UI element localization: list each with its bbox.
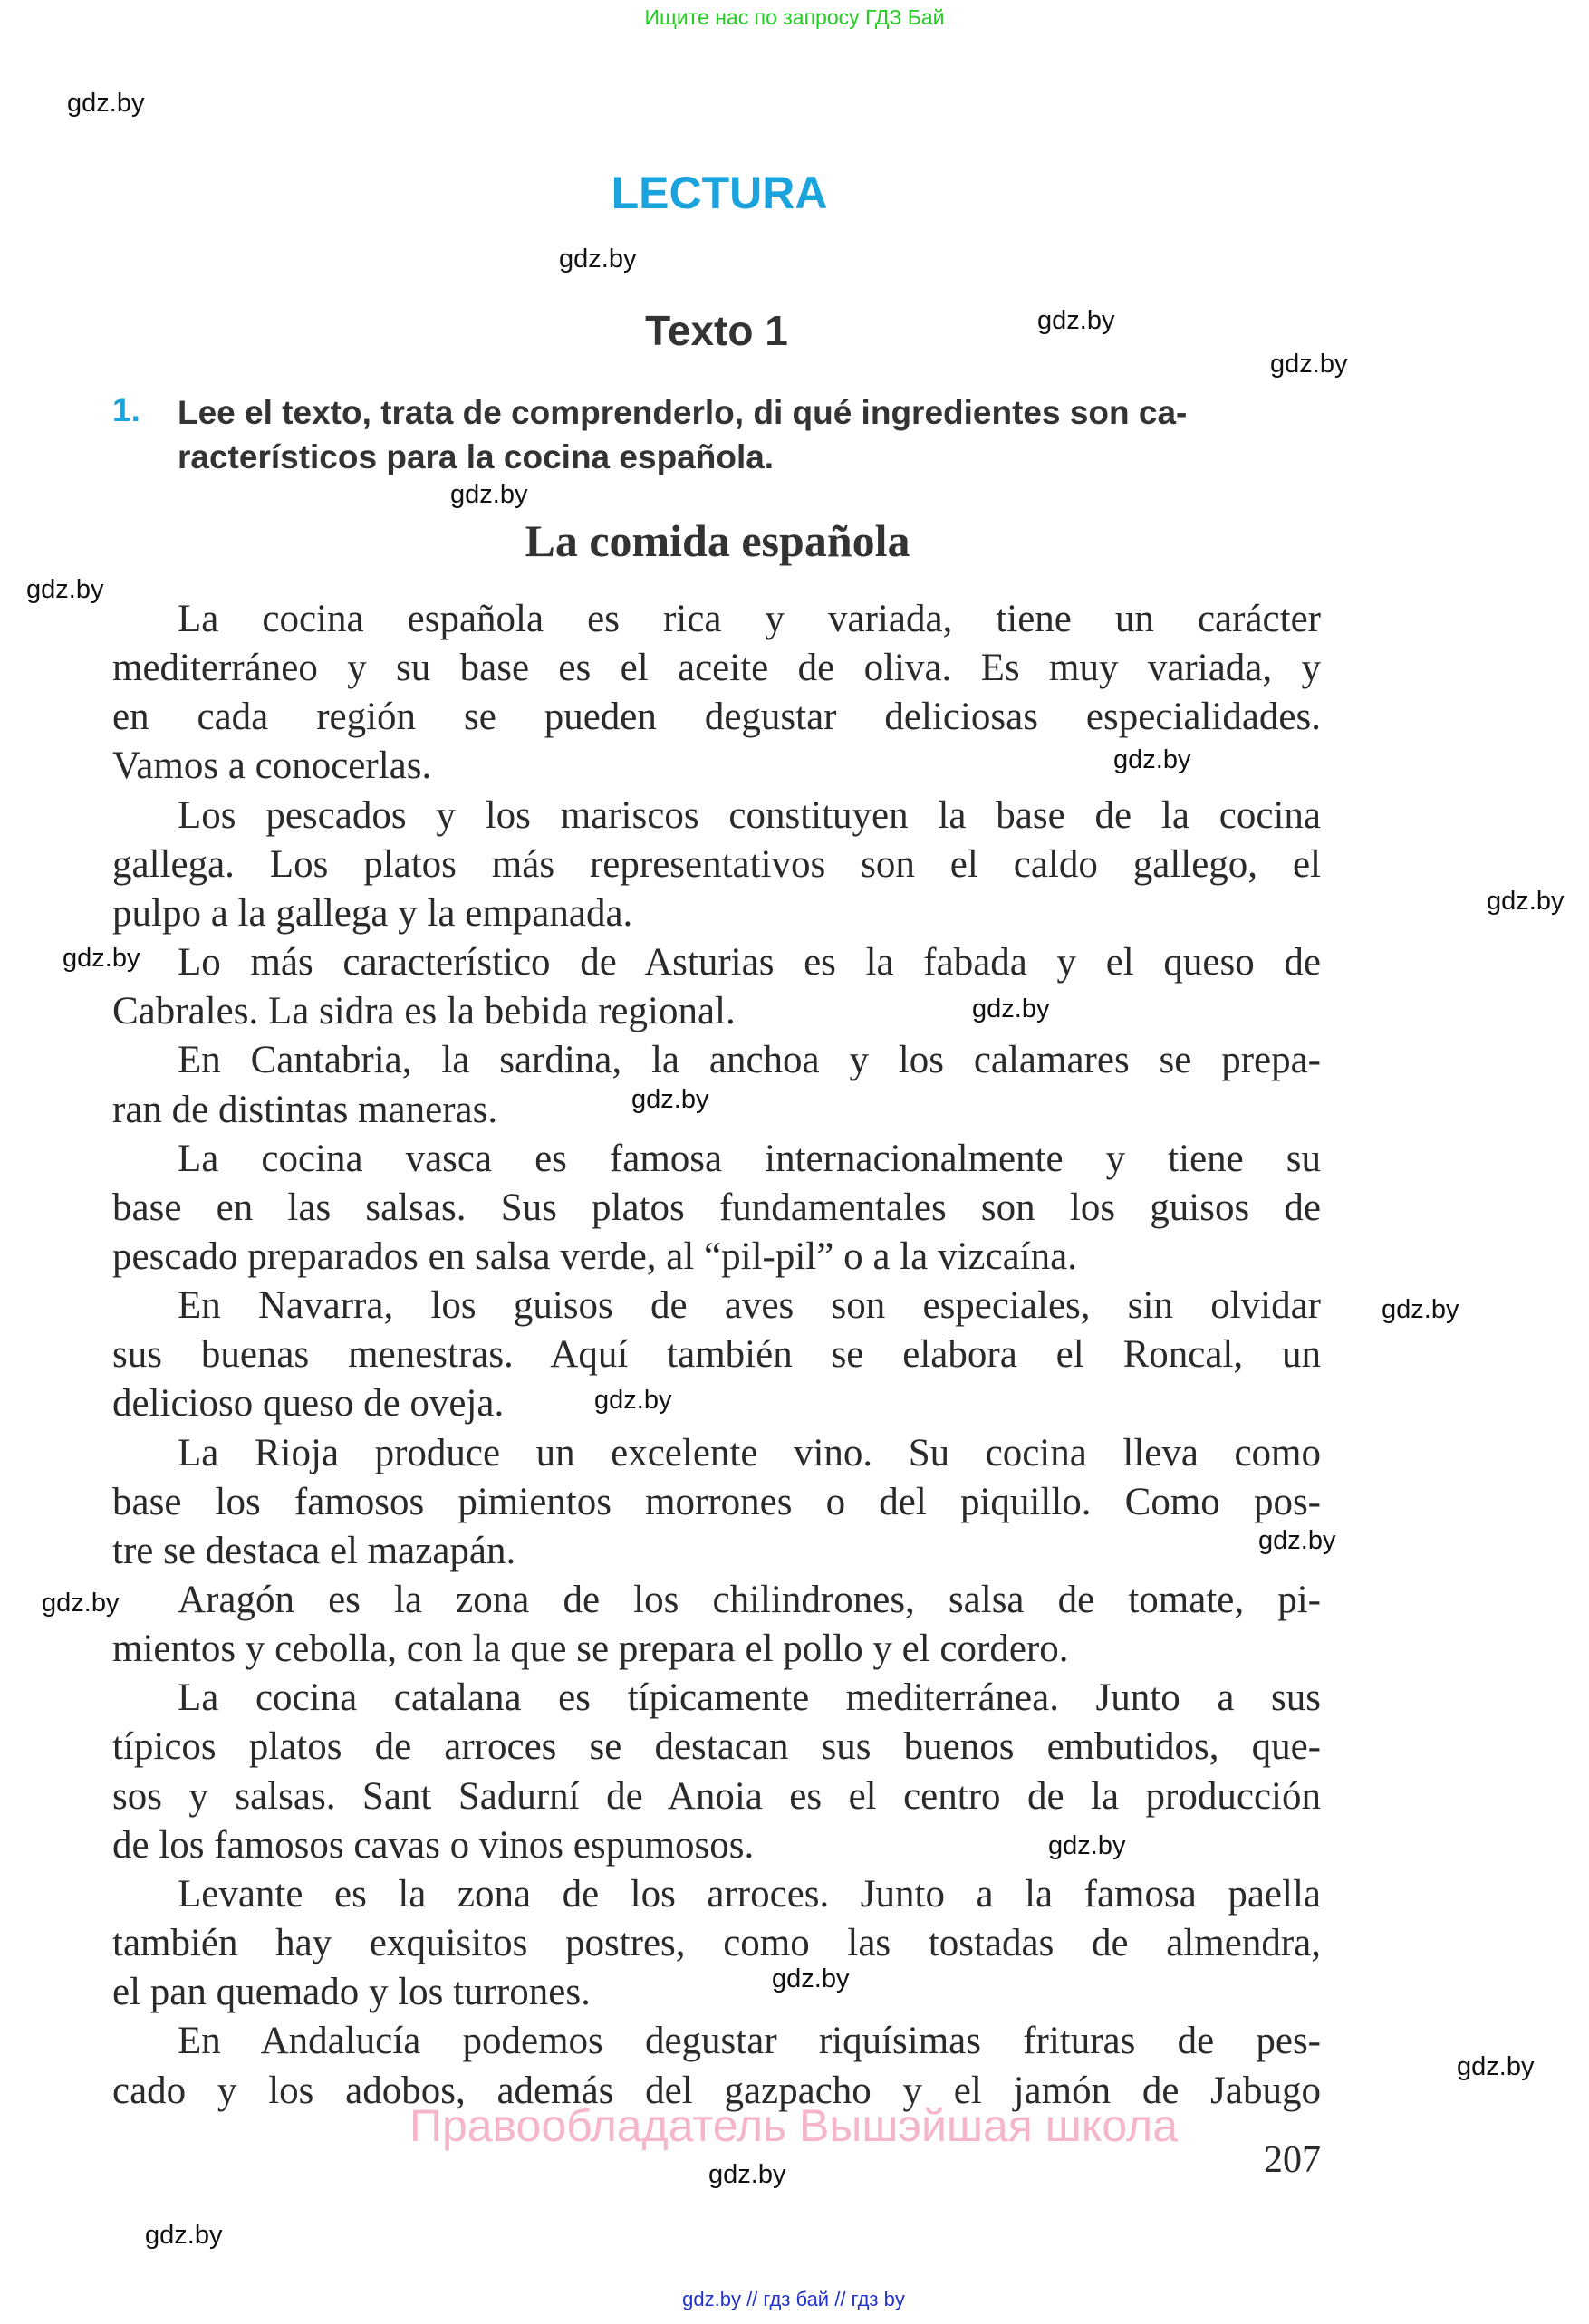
text-title: Texto 1 bbox=[645, 307, 788, 354]
gdz-watermark: gdz.by bbox=[1382, 1295, 1459, 1324]
text-line: En Cantabria, la sardina, la anchoa y los calamares se prepa- bbox=[178, 1039, 1321, 1082]
text-line: La cocina española es rica y variada, tiene un carácter bbox=[178, 598, 1321, 640]
text-line: base en las salsas. Sus platos fundamentales son los guisos de bbox=[112, 1186, 1321, 1229]
text-line: sus buenas menestras. Aquí también se elabora el Roncal, un bbox=[112, 1333, 1321, 1377]
text-line: el pan quemado y los turrones. bbox=[112, 1971, 591, 2014]
rights-holder-watermark: Правообладатель Вышэйшая школа bbox=[409, 2100, 1178, 2151]
gdz-watermark: gdz.by bbox=[145, 2221, 223, 2250]
text-line: de los famosos cavas o vinos espumosos. bbox=[112, 1823, 755, 1867]
text-line: típicos platos de arroces se destacan sus buenos embutidos, que- bbox=[112, 1725, 1321, 1769]
gdz-watermark: gdz.by bbox=[1113, 745, 1191, 774]
text-line: La Rioja produce un excelente vino. Su cocina lleva como bbox=[178, 1431, 1321, 1474]
gdz-watermark: gdz.by bbox=[1457, 2052, 1535, 2081]
gdz-watermark: gdz.by bbox=[450, 480, 528, 509]
text-line: ran de distintas maneras. bbox=[112, 1088, 498, 1131]
gdz-watermark: gdz.by bbox=[559, 245, 637, 274]
text-line: Cabrales. La sidra es la bebida regional. bbox=[112, 990, 736, 1033]
text-line: pulpo a la gallega y la empanada. bbox=[112, 891, 633, 935]
text-line: también hay exquisitos postres, como las tostadas de almendra, bbox=[112, 1922, 1321, 1965]
section-title: LECTURA bbox=[611, 168, 828, 218]
gdz-watermark: gdz.by bbox=[42, 1589, 120, 1618]
gdz-watermark: gdz.by bbox=[67, 89, 145, 118]
gdz-watermark: gdz.by bbox=[1037, 306, 1115, 335]
text-line: mientos y cebolla, con la que se prepara el pollo y el cordero. bbox=[112, 1628, 1069, 1671]
gdz-watermark: gdz.by bbox=[1048, 1831, 1126, 1860]
exercise-instruction-line: racterísticos para la cocina española. bbox=[178, 438, 775, 475]
text-line: Levante es la zona de los arroces. Junto a la famosa paella bbox=[178, 1872, 1321, 1916]
search-banner[interactable]: Ищите нас по запросу ГДЗ Бай bbox=[644, 5, 945, 29]
gdz-watermark: gdz.by bbox=[594, 1386, 672, 1415]
footer-links[interactable]: gdz.by // гдз бай // гдз by bbox=[682, 2288, 905, 2310]
text-line: Vamos a conocerlas. bbox=[112, 744, 432, 788]
text-line: Aragón es la zona de los chilindrones, salsa de tomate, pi- bbox=[178, 1579, 1321, 1621]
gdz-watermark: gdz.by bbox=[1487, 887, 1565, 916]
text-line: Lo más característico de Asturias es la fabada y el queso de bbox=[178, 941, 1321, 984]
text-line: gallega. Los platos más representativos son el caldo gallego, el bbox=[112, 842, 1321, 886]
text-line: En Andalucía podemos degustar riquísimas frituras de pes- bbox=[178, 2020, 1321, 2063]
gdz-watermark: gdz.by bbox=[631, 1085, 709, 1114]
text-line: delicioso queso de oveja. bbox=[112, 1382, 505, 1426]
text-line: La cocina catalana es típicamente mediterránea. Junto a sus bbox=[178, 1676, 1321, 1720]
gdz-watermark: gdz.by bbox=[26, 575, 104, 604]
text-line: La cocina vasca es famosa internacionalmente y tiene su bbox=[178, 1137, 1321, 1180]
gdz-watermark: gdz.by bbox=[1270, 350, 1348, 379]
gdz-watermark: gdz.by bbox=[772, 1964, 850, 1993]
text-line: tre se destaca el mazapán. bbox=[112, 1529, 516, 1572]
text-line: mediterráneo y su base es el aceite de oliva. Es muy variada, y bbox=[112, 647, 1321, 690]
exercise-number: 1. bbox=[112, 391, 140, 428]
text-line: pescado preparados en salsa verde, al “pil-pil” o a la vizcaína. bbox=[112, 1234, 1077, 1278]
text-line: sos y salsas. Sant Sadurní de Anoia es el centro de la producción bbox=[112, 1774, 1321, 1818]
text-line: en cada región se pueden degustar deliciosas especialidades. bbox=[112, 696, 1321, 739]
text-line: cado y los adobos, además del gazpacho y el jamón de Jabugo bbox=[112, 2069, 1321, 2112]
text-line: Los pescados y los mariscos constituyen la base de la cocina bbox=[178, 793, 1321, 837]
gdz-watermark: gdz.by bbox=[63, 944, 140, 973]
gdz-watermark: gdz.by bbox=[1258, 1526, 1336, 1555]
reading-title: La comida española bbox=[525, 515, 910, 566]
gdz-watermark: gdz.by bbox=[972, 994, 1050, 1023]
exercise-instruction-line: Lee el texto, trata de comprenderlo, di qué ingredientes son ca- bbox=[178, 394, 1188, 431]
text-line: En Navarra, los guisos de aves son especiales, sin olvidar bbox=[178, 1284, 1321, 1328]
text-line: base los famosos pimientos morrones o del piquillo. Como pos- bbox=[112, 1480, 1321, 1523]
page-number: 207 bbox=[1264, 2139, 1321, 2181]
gdz-watermark: gdz.by bbox=[708, 2160, 786, 2189]
